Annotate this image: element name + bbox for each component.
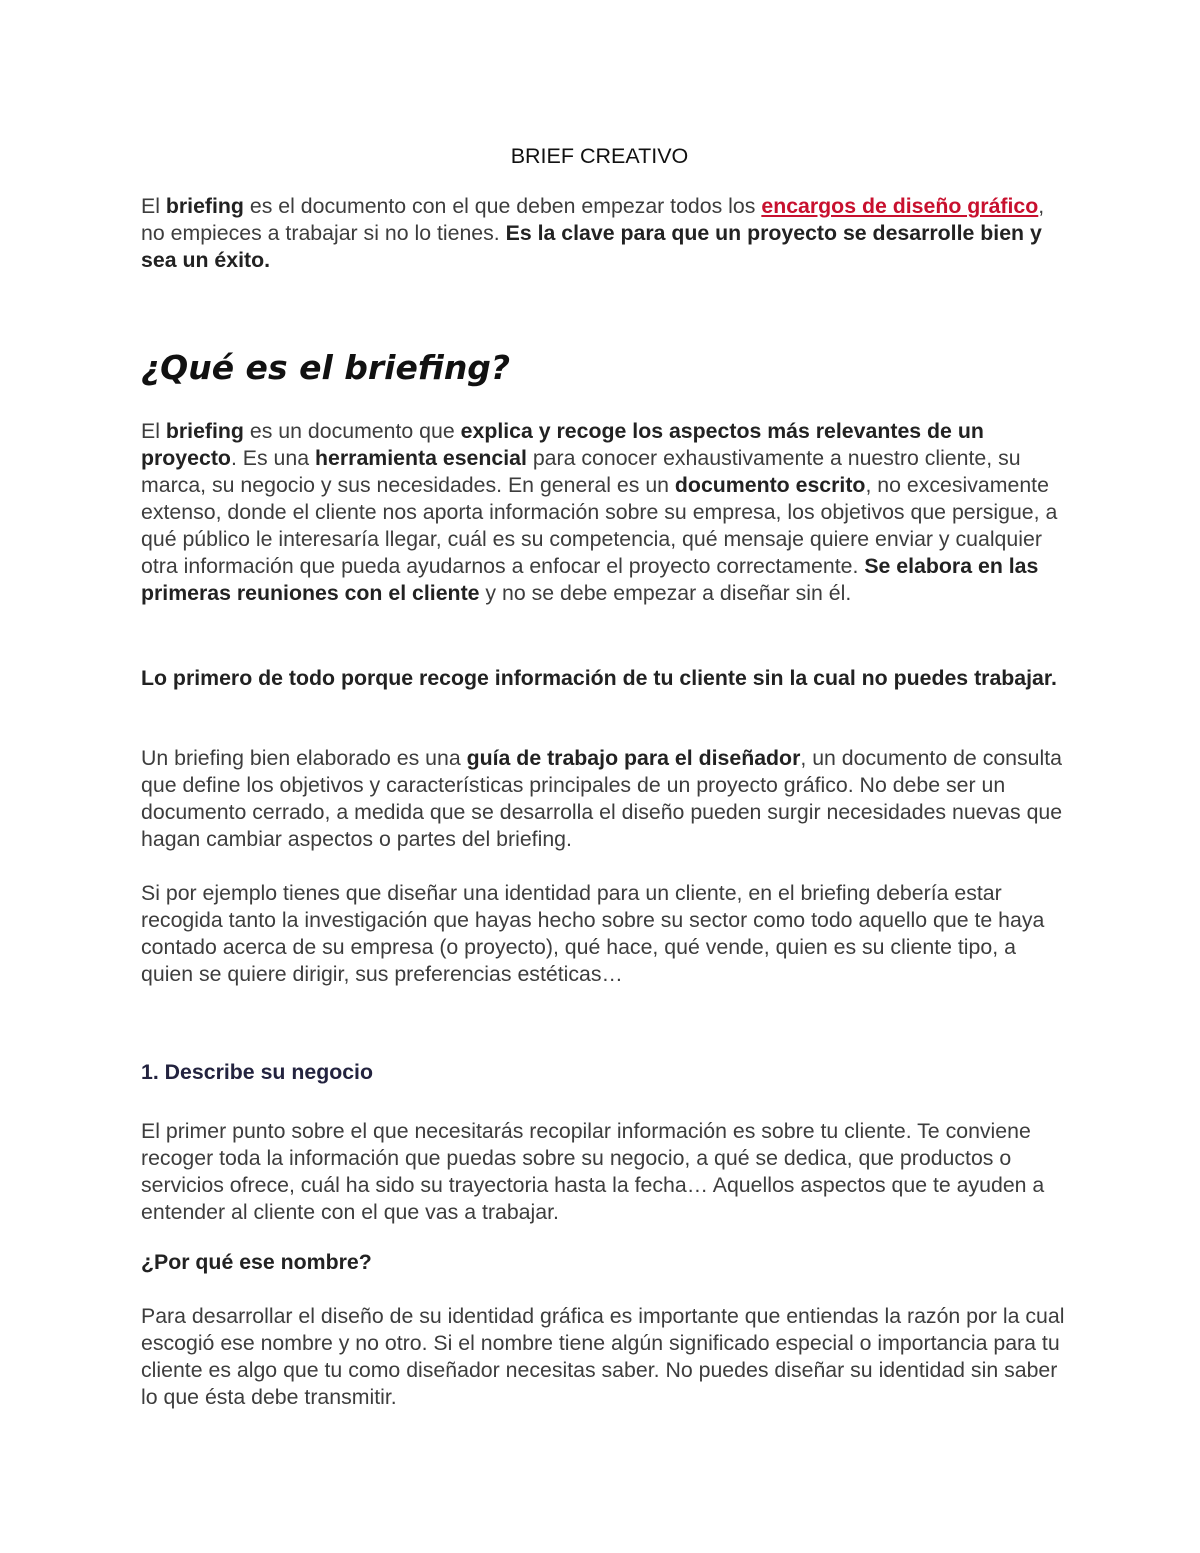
- intro-bold-briefing: briefing: [165, 194, 244, 218]
- example-paragraph: Si por ejemplo tienes que diseñar una identidad para un cliente, en el briefing debería estar recogida tanto la investigación que hayas hecho sobre su sector como todo aquello que te haya contado acerca de su empresa (o proyecto), qué hace, qué vende, quien es su cliente tipo, a quien se quiere dirigir, sus preferencias estéticas…: [141, 881, 1045, 986]
- def-text-3: . Es una: [230, 446, 316, 470]
- def-bold-3: herramienta esencial: [315, 446, 527, 470]
- design-orders-link[interactable]: encargos de diseño gráfico: [761, 194, 1039, 218]
- intro-text-2: es el documento con el que deben empezar todos los: [243, 194, 762, 218]
- guide-text-2: , un documento de consulta que define los objetivos y características principales de un proyecto gráfico. No debe ser un documento cerrado, a medida que se desarrolla el diseño pueden surgir necesidades nuevas que hagan cambiar aspectos o partes del briefing.: [141, 746, 1063, 851]
- def-bold-4: documento escrito: [674, 473, 866, 497]
- def-text-6: y no se debe empezar a diseñar sin él.: [479, 581, 852, 605]
- def-bold-1: briefing: [165, 419, 244, 443]
- section-heading-describe-business: 1. Describe su negocio: [141, 1060, 373, 1084]
- document-title: BRIEF CREATIVO: [510, 144, 689, 168]
- def-text-1: El: [141, 419, 166, 443]
- def-text-2: es un documento que: [243, 419, 461, 443]
- guide-paragraph: [141, 745, 1066, 853]
- first-of-all-paragraph: [141, 665, 1066, 692]
- intro-paragraph: [141, 193, 1066, 274]
- def-bold-2: explica y recoge los aspectos más relevantes de un proyecto: [141, 419, 984, 470]
- intro-bold-key: Es la clave para que un proyecto se desarrolle bien y sea un éxito.: [141, 221, 1042, 272]
- section-heading-why-name: ¿Por qué ese nombre?: [141, 1250, 372, 1274]
- first-of-all-bold: Lo primero de todo porque recoge información de tu cliente sin la cual no puedes trabajar.: [141, 666, 1057, 690]
- intro-text-3: , no empieces a trabajar si no lo tienes.: [141, 194, 1045, 245]
- guide-text-1: Un briefing bien elaborado es una: [141, 746, 467, 770]
- guide-bold-1: guía de trabajo para el diseñador: [466, 746, 801, 770]
- describe-business-paragraph: El primer punto sobre el que necesitarás recopilar información es sobre tu cliente. Te conviene recoger toda la información que puedas sobre su negocio, a qué se dedica, que productos o servicios ofrece, cuál ha sido su trayectoria hasta la fecha… Aquellos aspectos que te ayuden a entender al cliente con el que vas a trabajar.: [141, 1119, 1045, 1224]
- def-text-4: para conocer exhaustivamente a nuestro cliente, su marca, su negocio y sus necesidades. En general es un: [141, 446, 1021, 497]
- def-bold-5: Se elabora en las primeras reuniones con el cliente: [141, 554, 1039, 605]
- intro-text-1: El: [141, 194, 166, 218]
- definition-paragraph: [141, 418, 1066, 607]
- def-text-5: , no excesivamente extenso, donde el cliente nos aporta información sobre su empresa, los objetivos que persigue, a qué público le interesaría llegar, cuál es su competencia, qué mensaje quiere enviar y cualquier otra información que pueda ayudarnos a enfocar el proyecto correctamente.: [141, 473, 1058, 578]
- why-name-paragraph: Para desarrollar el diseño de su identidad gráfica es importante que entiendas la razón por la cual escogió ese nombre y no otro. Si el nombre tiene algún significado especial o importancia para tu cliente es algo que tu como diseñador necesitas saber. No puedes diseñar su identidad sin saber lo que ésta debe transmitir.: [141, 1304, 1065, 1409]
- section-heading-what-is-briefing: ¿Qué es el briefing?: [141, 348, 511, 387]
